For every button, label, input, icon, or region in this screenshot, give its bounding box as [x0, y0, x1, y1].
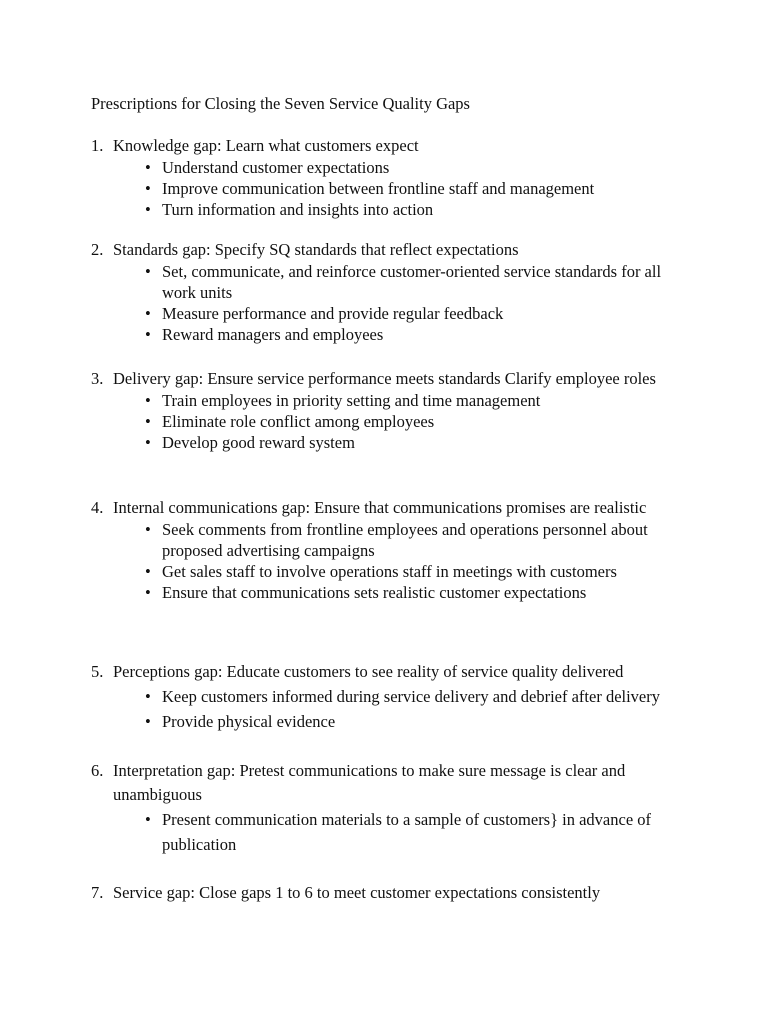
gap-number: 7. [91, 883, 104, 902]
gap-heading-text: Service gap: Close gaps 1 to 6 to meet customer expectations consistently [113, 883, 601, 902]
list-item-text: Understand customer expectations [162, 158, 390, 177]
gap-heading-text: Delivery gap: Ensure service performance meets standards Clarify employee roles [113, 369, 656, 388]
gap-number: 2. [91, 240, 104, 259]
gap-section-internal-communications [91, 497, 691, 603]
gap-heading [91, 759, 691, 807]
list-item [91, 324, 691, 345]
gap-heading [91, 239, 691, 260]
list-item-text: Improve communication between frontline staff and management [162, 179, 595, 198]
bullet-icon: • [145, 562, 151, 581]
bullet-icon: • [145, 325, 151, 344]
list-item-text: Train employees in priority setting and time management [162, 391, 541, 410]
list-item [91, 157, 691, 178]
list-item-text: Seek comments from frontline employees and operations personnel about proposed advertising campaigns [162, 520, 648, 560]
bullet-icon: • [145, 158, 151, 177]
bullet-icon: • [145, 711, 151, 731]
gap-number: 5. [91, 662, 104, 681]
list-item-text: Eliminate role conflict among employees [162, 412, 435, 431]
list-item-text: Reward managers and employees [162, 325, 384, 344]
bullet-icon: • [145, 433, 151, 452]
gap-section-service [91, 882, 691, 903]
bullet-list [91, 157, 691, 220]
list-item-text: Set, communicate, and reinforce customer-oriented service standards for all work units [162, 262, 662, 302]
list-item-text: Get sales staff to involve operations staff in meetings with customers [162, 562, 617, 581]
document-title: Prescriptions for Closing the Seven Service Quality Gaps [91, 94, 470, 113]
list-item [91, 432, 691, 453]
bullet-icon: • [145, 583, 151, 602]
list-item-text: Present communication materials to a sample of customers} in advance of publication [162, 810, 652, 854]
bullet-icon: • [145, 179, 151, 198]
gap-heading [91, 135, 691, 156]
gap-heading-text: Interpretation gap: Pretest communications to make sure message is clear and unambiguous [113, 761, 626, 804]
gap-section-delivery [91, 368, 691, 453]
bullet-list [91, 685, 691, 734]
list-item [91, 390, 691, 411]
bullet-list [91, 808, 691, 857]
list-item [91, 808, 691, 857]
gap-heading-text: Knowledge gap: Learn what customers expect [113, 136, 419, 155]
bullet-icon: • [145, 412, 151, 431]
gap-section-standards [91, 239, 691, 345]
list-item [91, 582, 691, 603]
gap-number: 4. [91, 498, 104, 517]
bullet-icon: • [145, 200, 151, 219]
bullet-list [91, 261, 691, 345]
gap-number: 1. [91, 136, 104, 155]
gap-heading [91, 660, 691, 684]
list-item-text: Develop good reward system [162, 433, 355, 452]
list-item-text: Ensure that communications sets realistic customer expectations [162, 583, 587, 602]
gap-section-knowledge [91, 135, 691, 220]
gap-number: 6. [91, 761, 104, 780]
bullet-list [91, 390, 691, 453]
gap-heading [91, 882, 691, 903]
list-item-text: Turn information and insights into action [162, 200, 434, 219]
gap-heading [91, 497, 691, 518]
bullet-icon: • [145, 304, 151, 323]
gap-number: 3. [91, 369, 104, 388]
list-item [91, 519, 691, 561]
bullet-icon: • [145, 810, 151, 829]
bullet-icon: • [145, 687, 151, 706]
gap-heading-text: Standards gap: Specify SQ standards that reflect expectations [113, 240, 519, 259]
list-item [91, 303, 691, 324]
bullet-icon: • [145, 520, 151, 539]
bullet-list [91, 519, 691, 603]
list-item [91, 411, 691, 432]
list-item [91, 685, 691, 710]
bullet-icon: • [145, 391, 151, 410]
list-item [91, 710, 691, 735]
gap-heading-text: Internal communications gap: Ensure that communications promises are realistic [113, 498, 647, 517]
list-item-text: Provide physical evidence [162, 711, 336, 731]
list-item [91, 261, 691, 303]
gap-section-interpretation [91, 759, 691, 857]
bullet-icon: • [145, 262, 151, 281]
gap-section-perceptions [91, 660, 691, 734]
list-item-text: Keep customers informed during service delivery and debrief after delivery [162, 687, 661, 706]
gap-heading-text: Perceptions gap: Educate customers to see reality of service quality delivered [113, 662, 624, 681]
list-item-text: Measure performance and provide regular feedback [162, 304, 504, 323]
list-item [91, 199, 691, 220]
gap-heading [91, 368, 691, 389]
list-item [91, 561, 691, 582]
list-item [91, 178, 691, 199]
